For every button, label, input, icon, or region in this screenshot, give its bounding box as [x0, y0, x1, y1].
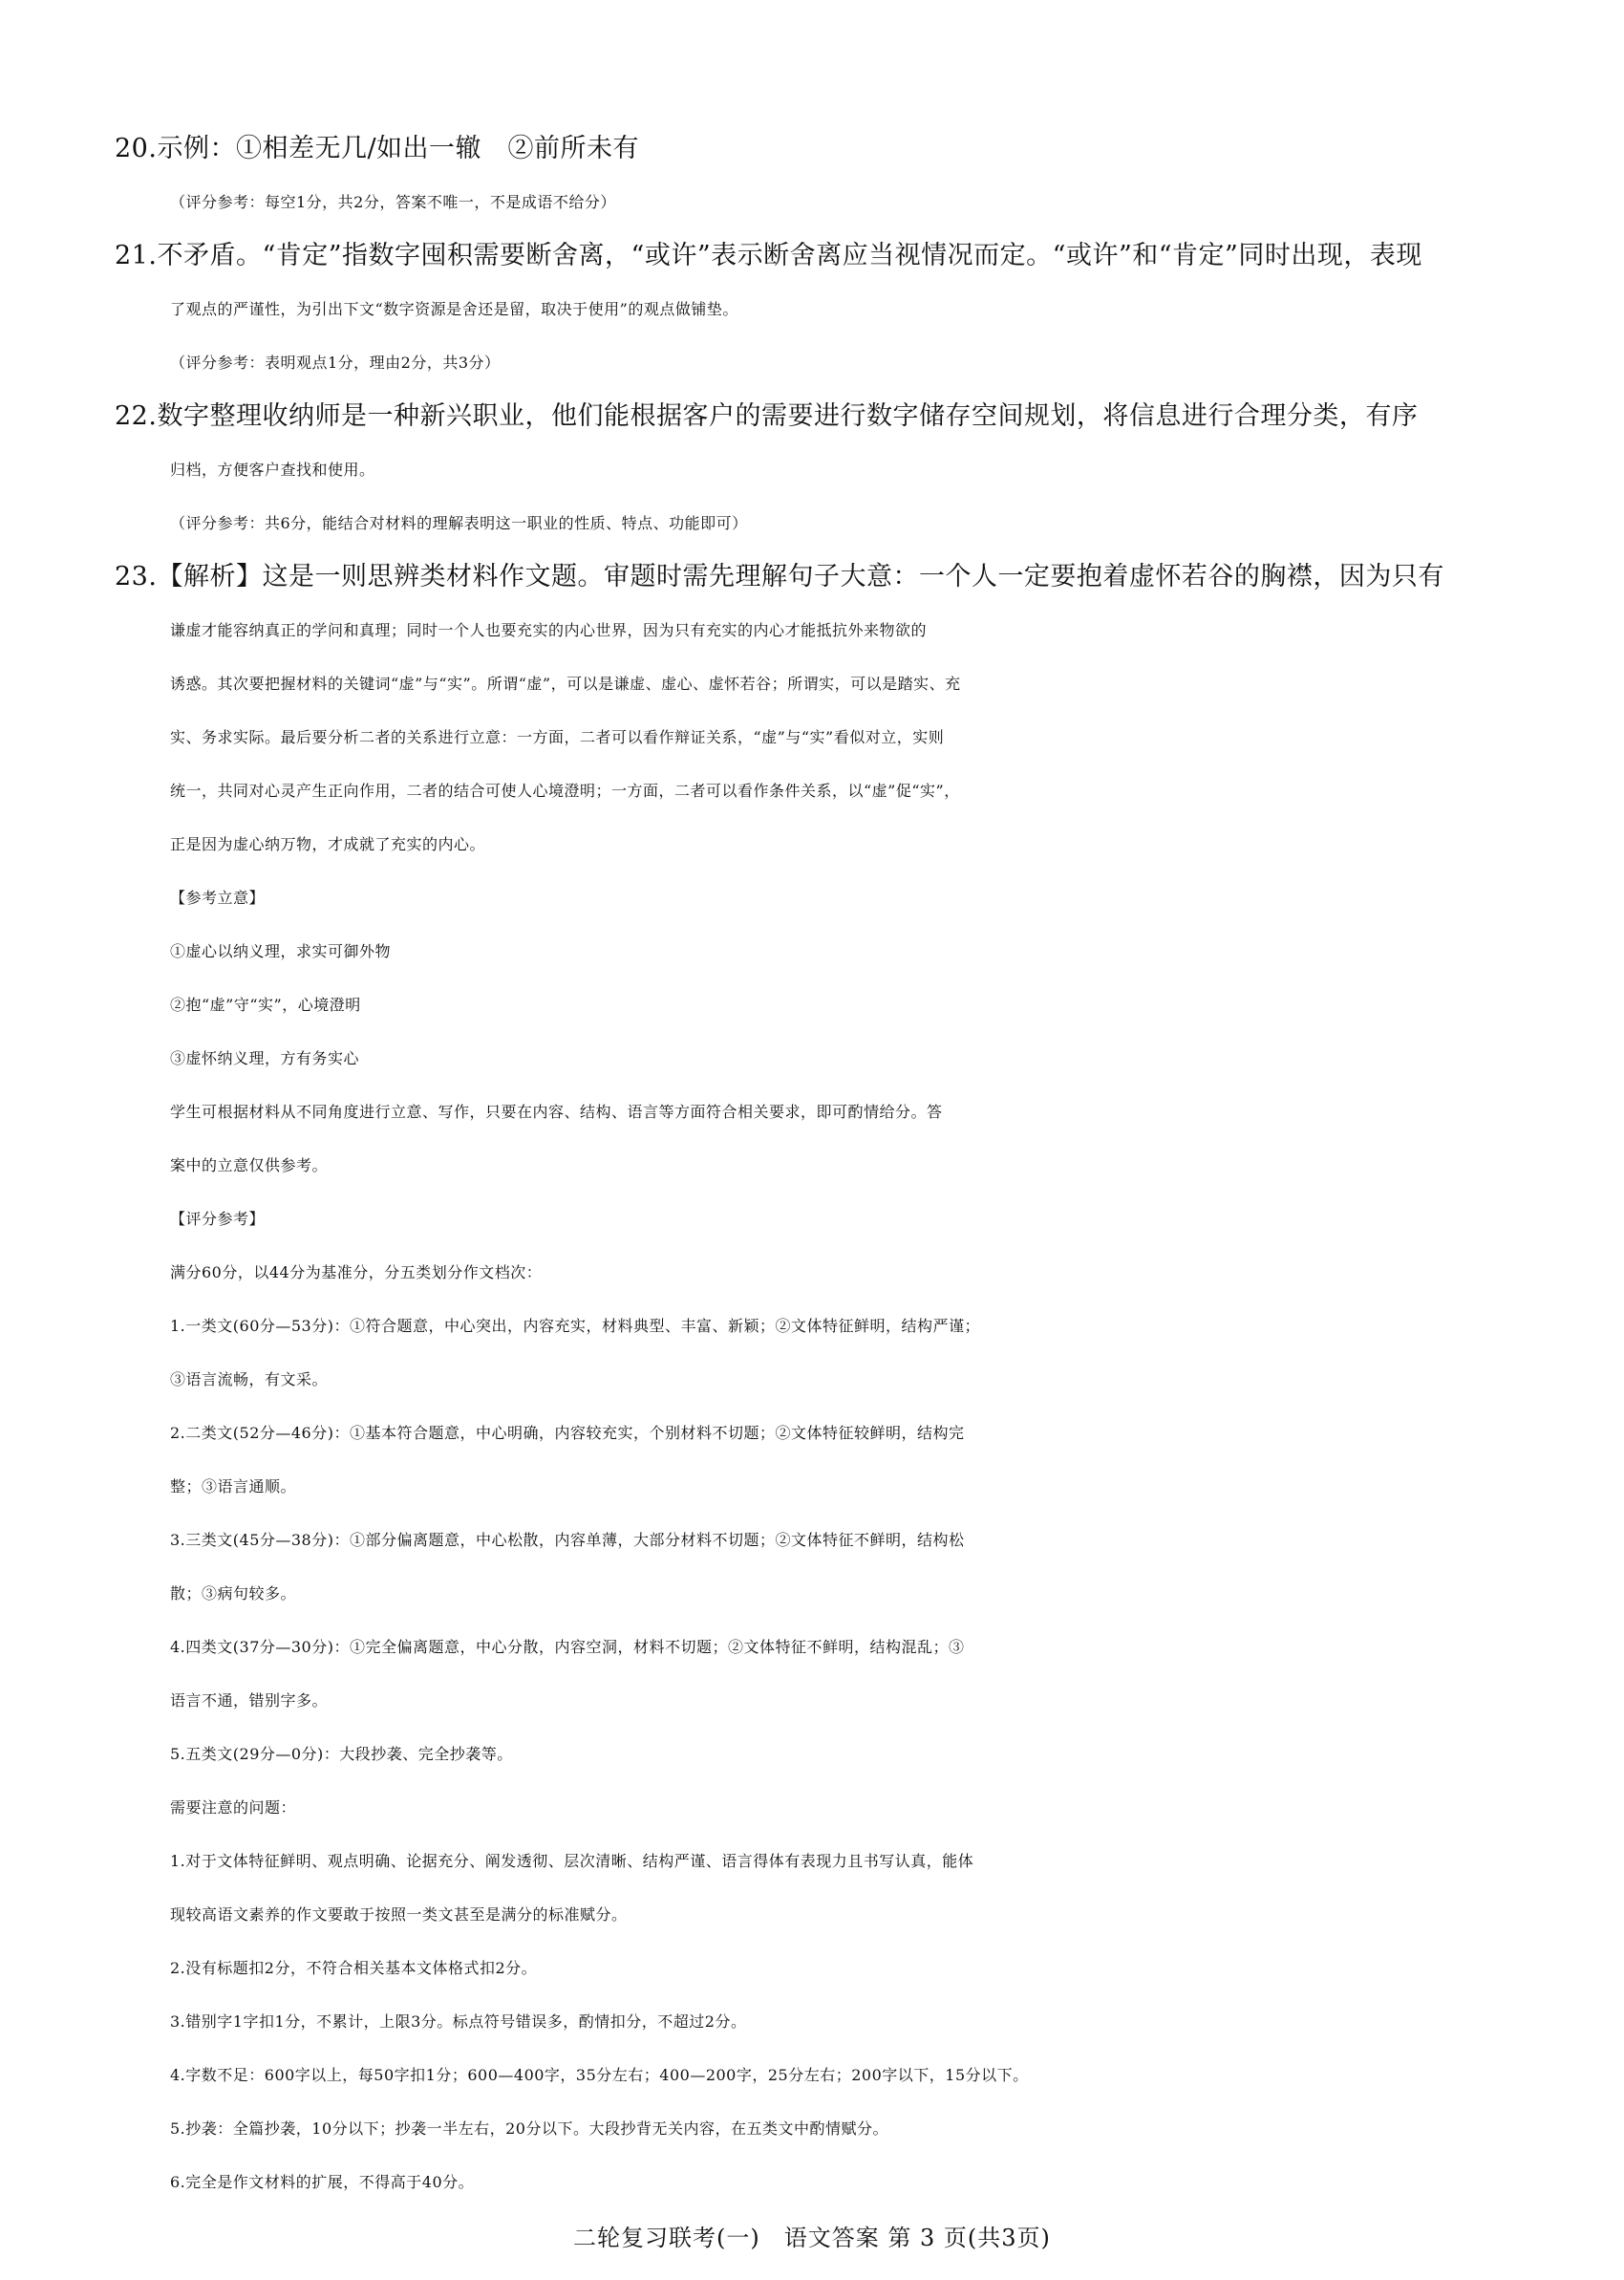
text-line: 3.错别字1字扣1分，不累计，上限3分。标点符号错误多，酌情扣分，不超过2分。	[170, 2012, 747, 2031]
text-line: 正是因为虚心纳万物，才成就了充实的内心。	[170, 835, 486, 853]
text-line: ①虚心以纳义理，求实可御外物	[170, 942, 392, 960]
text-line: 【评分参考】	[170, 1210, 266, 1228]
text-line: 1.对于文体特征鲜明、观点明确、论据充分、阐发透彻、层次清晰、结构严谨、语言得体有表现力且书写认真，能体	[170, 1852, 974, 1870]
text-line: 3.三类文(45分—38分)：①部分偏离题意，中心松散，内容单薄，大部分材料不切题；②文体特征不鲜明，结构松	[170, 1531, 965, 1549]
text-line: 散；③病句较多。	[170, 1584, 297, 1602]
text-line: 1.一类文(60分—53分)：①符合题意，中心突出，内容充实，材料典型、丰富、新颖；②文体特征鲜明，结构严谨；	[170, 1317, 980, 1335]
text-line: 案中的立意仅供参考。	[170, 1156, 329, 1174]
text-line: 整；③语言通顺。	[170, 1477, 297, 1495]
text-line: 需要注意的问题：	[170, 1798, 297, 1817]
text-line: 21.不矛盾。“肯定”指数字囤积需要断舍离，“或许”表示断舍离应当视情况而定。“或许”和“肯定”同时出现，表现	[115, 241, 1422, 270]
text-line: 了观点的严谨性，为引出下文“数字资源是舍还是留，取决于使用”的观点做铺垫。	[170, 300, 738, 318]
text-line: ③虚怀纳义理，方有务实心	[170, 1049, 360, 1067]
text-line: 满分60分，以44分为基准分，分五类划分作文档次：	[170, 1263, 543, 1281]
text-line: 统一，共同对心灵产生正向作用，二者的结合可使人心境澄明；一方面，二者可以看作条件关系，以“虚”促“实”，	[170, 782, 960, 800]
text-line: 2.没有标题扣2分，不符合相关基本文体格式扣2分。	[170, 1959, 538, 1977]
page-footer: 二轮复习联考(一) 语文答案 第 3 页(共3页)	[573, 2225, 1051, 2251]
text-line: 2.二类文(52分—46分)：①基本符合题意，中心明确，内容较充实，个别材料不切题；②文体特征较鲜明，结构完	[170, 1424, 965, 1442]
text-line: ②抱“虚”守“实”，心境澄明	[170, 996, 361, 1014]
text-line: 现较高语文素养的作文要敢于按照一类文甚至是满分的标准赋分。	[170, 1905, 628, 1924]
text-line: ③语言流畅，有文采。	[170, 1370, 329, 1388]
text-line: 6.完全是作文材料的扩展，不得高于40分。	[170, 2173, 475, 2191]
text-line: （评分参考：每空1分，共2分，答案不唯一，不是成语不给分）	[170, 193, 616, 211]
text-line: 语言不通，错别字多。	[170, 1691, 329, 1710]
text-line: 诱惑。其次要把握材料的关键词“虚”与“实”。所谓“虚”，可以是谦虚、虚心、虚怀若谷；所谓实，可以是踏实、充	[170, 675, 961, 693]
text-line: 4.四类文(37分—30分)：①完全偏离题意，中心分散，内容空洞，材料不切题；②文体特征不鲜明，结构混乱；③	[170, 1638, 965, 1656]
text-line: 实、务求实际。最后要分析二者的关系进行立意：一方面，二者可以看作辩证关系，“虚”与“实”看似对立，实则	[170, 728, 945, 746]
text-line: 5.五类文(29分—0分)：大段抄袭、完全抄袭等。	[170, 1745, 513, 1763]
text-line: 20.示例：①相差无几/如出一辙 ②前所未有	[115, 134, 640, 163]
text-line: 22.数字整理收纳师是一种新兴职业，他们能根据客户的需要进行数字储存空间规划，将信息进行合理分类，有序	[115, 401, 1419, 431]
text-line: 【参考立意】	[170, 889, 266, 907]
text-line: 谦虚才能容纳真正的学问和真理；同时一个人也要充实的内心世界，因为只有充实的内心才能抵抗外来物欲的	[170, 621, 928, 639]
text-line: 归档，方便客户查找和使用。	[170, 461, 375, 479]
answer-content	[115, 122, 1509, 2209]
text-line: （评分参考：共6分，能结合对材料的理解表明这一职业的性质、特点、功能即可）	[170, 514, 748, 532]
text-line: 23.【解析】这是一则思辨类材料作文题。审题时需先理解句子大意：一个人一定要抱着虚怀若谷的胸襟，因为只有	[115, 562, 1444, 592]
text-line: 5.抄袭：全篇抄袭，10分以下；抄袭一半左右，20分以下。大段抄背无关内容，在五类文中酌情赋分。	[170, 2119, 888, 2138]
text-line: 4.字数不足：600字以上，每50字扣1分；600—400字，35分左右；400—200字，25分左右；200字以下，15分以下。	[170, 2066, 1029, 2084]
text-line: 学生可根据材料从不同角度进行立意、写作，只要在内容、结构、语言等方面符合相关要求，即可酌情给分。答	[170, 1103, 943, 1121]
text-line: （评分参考：表明观点1分，理由2分，共3分）	[170, 354, 501, 372]
